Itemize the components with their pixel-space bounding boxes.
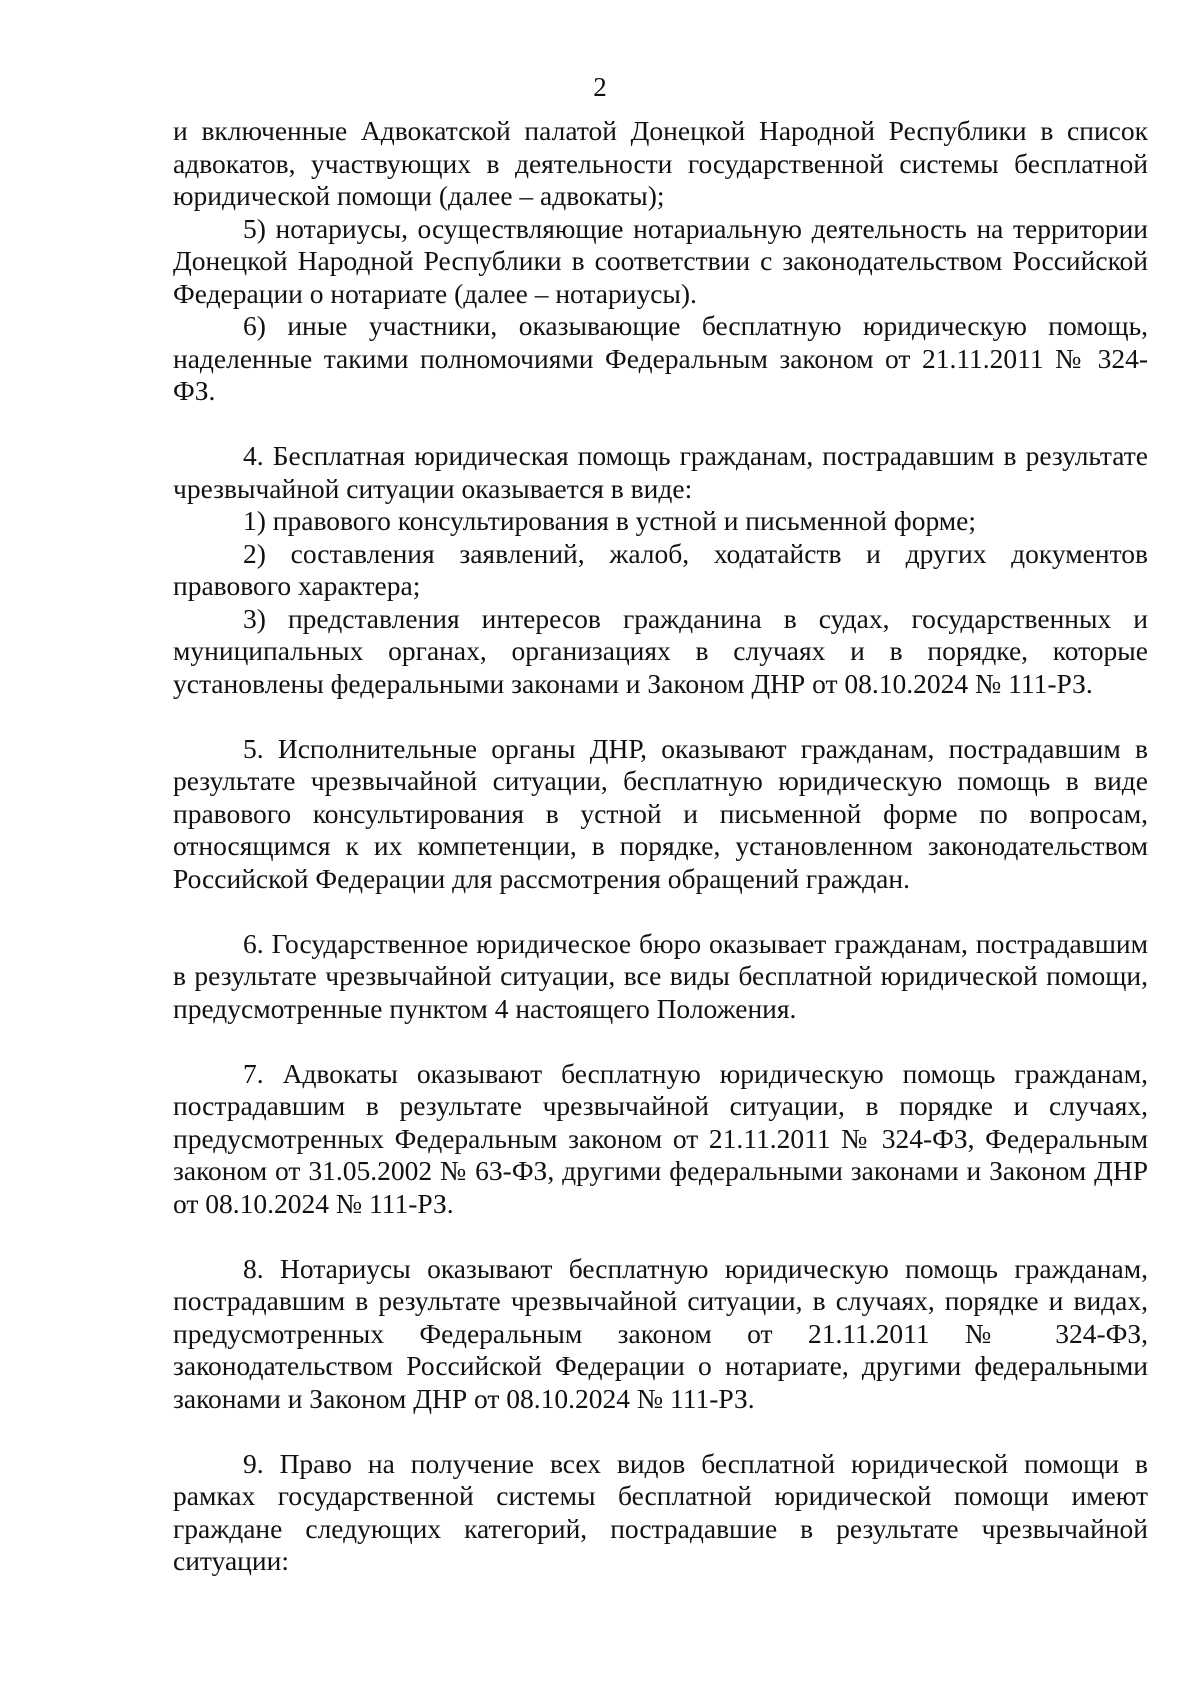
clause-4: 4. Бесплатная юридическая помощь гражданам, пострадавшим в результате чрезвычайной ситуации оказывается в виде: bbox=[173, 440, 1148, 504]
clause-4-item-1: 1) правового консультирования в устной и письменной форме; bbox=[243, 505, 977, 536]
clause-6: 6. Государственное юридическое бюро оказывает гражданам, пострадавшим в результате чрезвычайной ситуации, все виды бесплатной юридической помощи, предусмотренные пунктом 4 настоящего Положения. bbox=[173, 927, 1148, 1024]
list-item-5: 5) нотариусы, осуществляющие нотариальную деятельность на территории Донецкой Народной Республики в соответствии с законодательством Российской Федерации о нотариате (далее – нотариусы). bbox=[173, 212, 1148, 309]
clause-7: 7. Адвокаты оказывают бесплатную юридическую помощь гражданам, пострадавшим в результате чрезвычайной ситуации, в порядке и случаях, предусмотренных Федеральным законом от 21.11.2011 № 324-ФЗ, Федеральным законом от 31.05.2002 № 63-ФЗ, другими федеральными законами и Законом ДНР от 08.10.2024 № 111-РЗ. bbox=[173, 1057, 1148, 1219]
clause-4-item-2: 2) составления заявлений, жалоб, ходатайств и других документов правового характера; bbox=[173, 537, 1148, 601]
list-item-6: 6) иные участники, оказывающие бесплатную юридическую помощь, наделенные такими полномочиями Федеральным законом от 21.11.2011 № 324-ФЗ. bbox=[173, 310, 1148, 406]
page-number: 2 bbox=[593, 72, 607, 102]
paragraph-continuation: и включенные Адвокатской палатой Донецкой Народной Республики в список адвокатов, участвующих в деятельности государственной системы бесплатной юридической помощи (далее – адвокаты); bbox=[173, 115, 1148, 211]
clause-9: 9. Право на получение всех видов бесплатной юридической помощи в рамках государственной системы бесплатной юридической помощи имеют граждане следующих категорий, пострадавшие в результате чрезвычайной ситуации: bbox=[173, 1447, 1148, 1576]
clause-5: 5. Исполнительные органы ДНР, оказывают гражданам, пострадавшим в результате чрезвычайной ситуации, бесплатную юридическую помощь в виде правового консультирования в устной и письменной форме по вопросам, относящимся к их компетенции, в порядке, установленном законодательством Российской Федерации для рассмотрения обращений граждан. bbox=[173, 732, 1148, 894]
document-body bbox=[173, 115, 1148, 1578]
clause-4-item-3: 3) представления интересов гражданина в судах, государственных и муниципальных органах, организациях в случаях и в порядке, которые установлены федеральными законами и Законом ДНР от 08.10.2024 № 111-РЗ. bbox=[173, 602, 1148, 699]
clause-8: 8. Нотариусы оказывают бесплатную юридическую помощь гражданам, пострадавшим в результате чрезвычайной ситуации, в случаях, порядке и видах, предусмотренных Федеральным законом от 21.11.2011 № 324-ФЗ, законодательством Российской Федерации о нотариате, другими федеральными законами и Законом ДНР от 08.10.2024 № 111-РЗ. bbox=[173, 1252, 1148, 1414]
